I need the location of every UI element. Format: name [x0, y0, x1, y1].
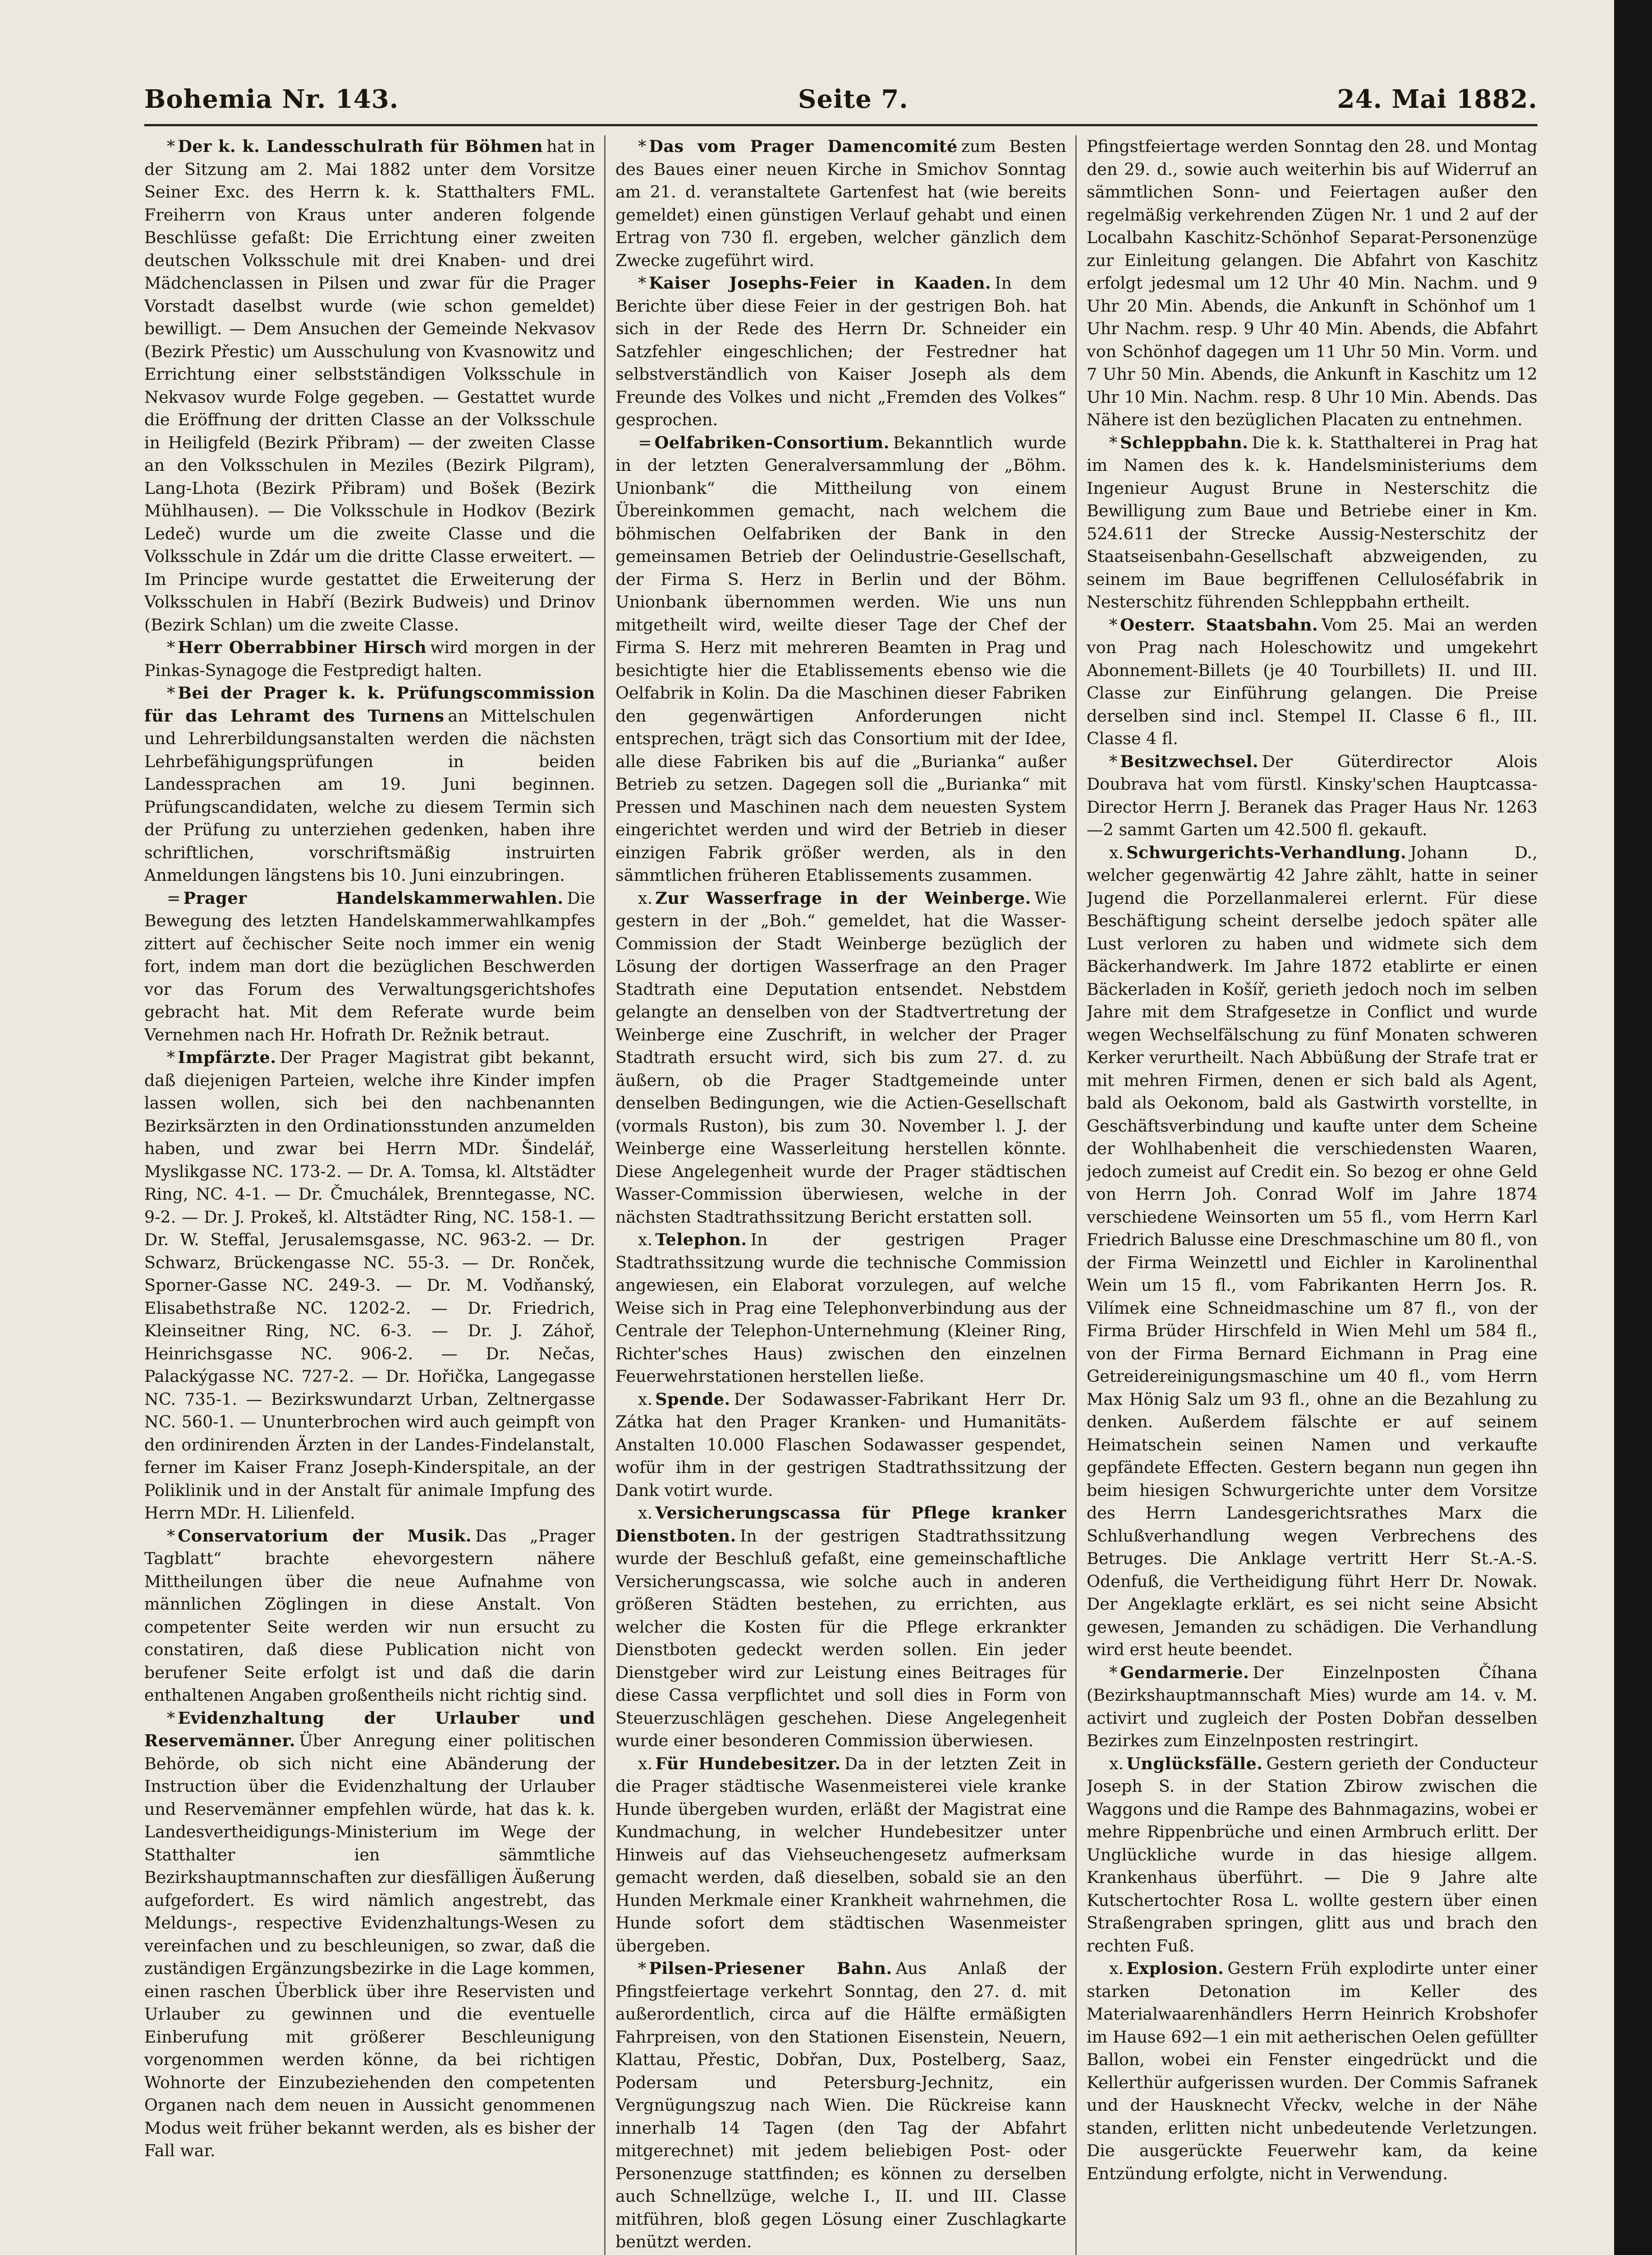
article-marker: *	[638, 1959, 647, 1978]
article	[144, 1707, 595, 2163]
article	[615, 272, 1066, 432]
column-divider	[1075, 135, 1077, 2255]
article	[1087, 750, 1537, 842]
article	[615, 1229, 1066, 1388]
article-headline: Schwurgerichts-Verhandlung.	[1126, 842, 1407, 862]
article	[615, 432, 1066, 887]
article-marker: x.	[638, 1230, 653, 1249]
article-marker: *	[638, 273, 647, 293]
article-headline: Der k. k. Landesschulrath für Böhmen	[178, 137, 543, 156]
article-marker: =	[638, 433, 652, 452]
article-body: Der Prager Magistrat gibt bekannt, daß diejenigen Parteien, welche ihre Kinder impfen lassen wollen, sich bei den nachbenannten Bezirksärzten in den Ordinationsstunden anzumelden haben, und zwar bei Herrn MDr. Šindelář, Myslikgasse NC. 173-2. — Dr. A. Tomsa, kl. Altstädter Ring, NC. 4-1. — Dr. Čmuchálek, Brenntegasse, NC. 9-2. — Dr. J. Prokeš, kl. Altstädter Ring, NC. 158-1. — Dr. W. Steffal, Jerusalemsgasse, NC. 963-2. — Dr. Schwarz, Brückengasse NC. 55-3. — Dr. Ronček, Sporner-Gasse NC. 249-3. — Dr. M. Vodňanský, Elisabethstraße NC. 1202-2. — Dr. Friedrich, Kleinseitner Ring, NC. 6-3. — Dr. J. Záhoř, Heinrichsgasse NC. 906-2. — Dr. Nečas, Palackýgasse NC. 727-2. — Dr. Hořička, Langegasse NC. 735-1. — Bezirkswundarzt Urban, Zeltnergasse NC. 560-1. — Ununterbrochen wird auch geimpft von den ordinirenden Ärzten in der Landes-Findelanstalt, ferner im Kaiser Franz Joseph-Kinderspitale, an der Poliklinik und in der Anstalt für animale Impfung des Herrn MDr. H. Lilienfeld.	[144, 1048, 595, 1523]
column-2	[615, 135, 1066, 2255]
article	[1087, 1661, 1537, 1753]
article-body: Bekanntlich wurde in der letzten Generalversammlung der „Böhm. Unionbank“ die Mittheilung von einem Übereinkommen gemacht, nach welchem die böhmischen Oelfabriken der Bank in den gemeinsamen Betrieb der Oelindustrie-Gesellschaft, der Firma S. Herz in Berlin und der Böhm. Unionbank übernommen werden. Wie uns nun mitgetheilt wird, weilte dieser Tage der Chef der Firma S. Herz mit mehreren Beamten in Prag und besichtigte hier die Etablissements ebenso wie die Oelfabrik in Kolin. Da die Maschinen dieser Fabriken den gegenwärtigen Anforderungen nicht entsprechen, trägt sich das Consortium mit der Idee, alle diese Fabriken bis auf die „Burianka“ außer Betrieb zu setzen. Dagegen soll die „Burianka“ mit Pressen und Maschinen nach dem neuesten System eingerichtet werden und wird der Betrieb in dieser einzigen Fabrik größer werden, als in den sämmtlichen früheren Etablissements zusammen.	[615, 433, 1066, 885]
article-body: Gestern Früh explodirte unter einer starken Detonation im Keller des Materialwaarenhändlers Herrn Heinrich Krobshofer im Hause 692—1 ein mit aetherischen Oelen gefüllter Ballon, wobei ein Fenster eingedrückt und die Kellerthür aufgerissen wurden. Der Commis Safranek und der Hausknecht Vřeckv, welche in der Nähe standen, erlitten nicht unbedeutende Verletzungen. Die ausgerückte Feuerwehr kam, da keine Entzündung erfolgte, nicht in Verwendung.	[1087, 1959, 1537, 2183]
article-body: Der Güterdirector Alois Doubrava hat vom fürstl. Kinsky'schen Hauptcassa-Director Herrn J. Beranek das Prager Haus Nr. 1263—2 sammt Garten um 42.500 fl. gekauft.	[1087, 751, 1537, 839]
article-marker: *	[1109, 615, 1118, 635]
page-number: Seite 7.	[798, 84, 909, 114]
article-body: Die Bewegung des letzten Handelskammerwahlkampfes zittert auf čechischer Seite noch immer ein wenig fort, indem man dort die bezüglichen Beschwerden vor das Forum des Verwaltungsgerichtshofes gebracht hat. Mit dem Referate wurde beim Vernehmen nach Hr. Hofrath Dr. Režnik betraut.	[144, 888, 595, 1045]
article-headline: Conservatorium der Musik.	[178, 1526, 472, 1546]
article-marker: *	[638, 137, 647, 156]
article-headline: Bei der Prager k. k. Prüfungscommission für das Lehramt des Turnens	[144, 683, 595, 726]
article-marker: *	[1109, 751, 1118, 771]
article-headline: Spende.	[655, 1389, 730, 1409]
article	[144, 887, 595, 1047]
article-marker: *	[167, 1708, 175, 1728]
article-headline: Impfärzte.	[178, 1048, 276, 1067]
article-headline: Evidenzhaltung der Urlauber und Reservemänner.	[144, 1708, 595, 1750]
article-body: Gestern gerieth der Conducteur Joseph S. in der Station Zbirow zwischen die Waggons und die Rampe des Bahnmagazins, wobei er mehre Rippenbrüche und einen Armbruch erlitt. Der Unglückliche wurde in das hiesige allgem. Krankenhaus überführt. — Die 9 Jahre alte Kutschertochter Rosa L. wollte gestern über einen Straßengraben springen, glitt aus und brach den rechten Fuß.	[1087, 1753, 1537, 1956]
article	[615, 1502, 1066, 1753]
scan-edge	[1614, 0, 1652, 2255]
article-headline: Besitzwechsel.	[1120, 751, 1259, 771]
article	[144, 1525, 595, 1707]
article-marker: *	[167, 137, 175, 156]
article-body: Johann D., welcher gegenwärtig 42 Jahre zählt, hatte in seiner Jugend die Porzellanmalerei erlernt. Für diese Beschäftigung scheint derselbe jedoch später alle Lust verloren zu haben und widmete sich dem Bäckerhandwerk. Im Jahre 1872 etablirte er einen Bäckerladen in Košíř, gerieth jedoch noch im selben Jahre mit dem Strafgesetze in Conflict und wurde wegen Wechselfälschung zu fünf Monaten schweren Kerker verurtheilt. Nach Abbüßung der Strafe trat er mit mehren Firmen, denen er sich bald als Agent, bald als Oekonom, bald als Gastwirth vorstellte, in Geschäftsverbindung und kaufte unter dem Scheine der Wohlhabenheit die verschiedensten Waaren, jedoch zumeist auf Credit ein. So bezog er ohne Geld von Herrn Joh. Conrad Wolf im Jahre 1874 verschiedene Weinsorten um 55 fl., vom Herrn Karl Friedrich Balusse eine Dreschmaschine um 80 fl., von der Firma Weinzettl und Eichler in Karolinenthal Wein um 15 fl., vom Fabrikanten Herrn Jos. R. Vilímek eine Schneidmaschine um 87 fl., von der Firma Brüder Hirschfeld in Wien Mehl um 584 fl., von der Firma Bernard Eichmann in Prag eine Getreidereinigungsmaschine um 40 fl., vom Herrn Max Hönig Salz um 93 fl., ohne an die Bezahlung zu denken. Außerdem fälschte er auf seinem Heimatschein seinen Namen und verkaufte gepfändete Effecten. Gestern begann nun gegen ihn beim hiesigen Schwurgerichte unter dem Vorsitze des Herrn Landesgerichtsrathes Marx die Schlußverhandlung wegen Verbrechens des Betruges. Die Anklage vertritt Herr St.-A.-S. Odenfuß, die Vertheidigung führt Herr Dr. Nowak. Der Angeklagte erklärt, es sei nicht seine Absicht gewesen, Jemanden zu schädigen. Die Verhandlung wird erst heute beendet.	[1087, 842, 1537, 1659]
article-body: zum Besten des Baues einer neuen Kirche in Smichov Sonntag am 21. d. veranstaltete Gartenfest hat (wie bereits gemeldet) einen günstigen Verlauf gehabt und einen Ertrag von 730 fl. ergeben, welcher gänzlich dem Zwecke zugeführt wird.	[615, 137, 1066, 270]
masthead-issue: Bohemia Nr. 143.	[144, 84, 399, 114]
article-marker: x.	[638, 888, 653, 908]
article-headline: Explosion.	[1126, 1959, 1224, 1978]
article-body: In der gestrigen Prager Stadtrathssitzung wurde die technische Commission angewiesen, ein Elaborat vorzulegen, auf welche Weise sich in Prag eine Telephonverbindung aus der Centrale der Telephon-Unternehmung (Kleiner Ring, Richter'sches Haus) zwischen den einzelnen Feuerwehrstationen herstellen ließe.	[615, 1230, 1066, 1386]
article-headline: Versicherungscassa für Pflege kranker Dienstboten.	[615, 1503, 1066, 1546]
article-body: Pfingstfeiertage werden Sonntag den 28. und Montag den 29. d., sowie auch weiterhin bis auf Widerruf an sämmtlichen Sonn- und Feiertagen außer den regelmäßig verkehrenden Zügen Nr. 1 und 2 auf der Localbahn Kaschitz-Schönhof Separat-Personenzüge zur Einleitung gelangen. Die Abfahrt von Kaschitz erfolgt jedesmal um 12 Uhr 40 Min. Nachm. und 9 Uhr 20 Min. Abends, die Ankunft in Schönhof um 1 Uhr Nachm. resp. 9 Uhr 40 Min. Abends, die Abfahrt von Schönhof dagegen um 11 Uhr 50 Min. Vorm. und 7 Uhr 50 Min. Abends, die Ankunft in Kaschitz um 12 Uhr 10 Min. Nachm. resp. 8 Uhr 10 Min. Abends. Das Nähere ist den bezüglichen Placaten zu entnehmen.	[1087, 137, 1537, 429]
article-body: an Mittelschulen und Lehrerbildungsanstalten werden die nächsten Lehrbefähigungsprüfungen in beiden Landessprachen am 19. Juni beginnen. Prüfungscandidaten, welche zu diesem Termin sich der Prüfung zu unterziehen gedenken, haben ihre schriftlichen, vorschriftsmäßig instruirten Anmeldungen längstens bis 10. Juni einzubringen.	[144, 706, 595, 885]
column-3	[1087, 135, 1537, 2255]
article-headline: Oelfabriken-Consortium.	[654, 433, 890, 452]
article	[1087, 842, 1537, 1661]
article-headline: Schleppbahn.	[1120, 433, 1248, 452]
article-marker: *	[167, 638, 175, 657]
article-headline: Zur Wasserfrage in der Weinberge.	[655, 888, 1031, 908]
article-body: Wie gestern in der „Boh.“ gemeldet, hat die Wasser-Commission der Stadt Weinberge bezüglich der Lösung der dortigen Wasserfrage an den Prager Stadtrath eine Deputation entsendet. Nebstdem gelangte an denselben von der Stadtvertretung der Weinberge eine Zuschrift, in welcher der Prager Stadtrath ersucht wird, sich bis zum 27. d. zu äußern, ob die Prager Stadtgemeinde unter denselben Bedingungen, wie die Actien-Gesellschaft (vormals Ruston), bis zum 30. November l. J. der Weinberge eine Wasserleitung herstellen könnte. Diese Angelegenheit wurde der Prager städtischen Wasser-Commission überwiesen, welche in der nächsten Stadtrathssitzung Bericht erstatten soll.	[615, 888, 1066, 1227]
article-body: Über Anregung einer politischen Behörde, ob sich nicht eine Abänderung der Instruction über die Evidenzhaltung der Urlauber und Reservemänner empfehlen würde, hat das k. k. Landesvertheidigungs-Ministerium im Wege der Statthalter ien sämmtliche Bezirkshauptmannschaften zur diesfälligen Äußerung aufgefordert. Es wird nämlich angestrebt, das Meldungs-, respective Evidenzhaltungs-Wesen zu vereinfachen und zu beschleunigen, so zwar, daß die zuständigen Ergänzungsbezirke in die Lage kommen, einen raschen Überblick über ihre Reservisten und Urlauber zu gewinnen und die eventuelle Einberufung mit größerer Beschleunigung vorgenommen werden könne, da bei richtigen Wohnorte der Einzubeziehenden den competenten Organen nach dem neuen in Aussicht genommenen Modus weit früher bekannt werden, als es bisher der Fall war.	[144, 1731, 595, 2160]
article-headline: Telephon.	[655, 1230, 747, 1249]
article-marker: *	[1109, 1662, 1118, 1682]
article	[1087, 614, 1537, 750]
article-marker: *	[1109, 433, 1118, 452]
article-headline: Prager Handelskammerwahlen.	[183, 888, 564, 908]
article	[615, 135, 1066, 272]
header-rule	[144, 124, 1537, 126]
article-headline: Pilsen-Priesener Bahn.	[649, 1959, 892, 1978]
article	[615, 887, 1066, 1229]
article	[144, 682, 595, 887]
article-marker: *	[167, 683, 175, 703]
article	[1087, 1957, 1537, 2185]
article	[1087, 432, 1537, 614]
page-header	[144, 81, 1537, 117]
article-headline: Gendarmerie.	[1120, 1662, 1249, 1682]
article-body: Die k. k. Statthalterei in Prag hat im Namen des k. k. Handelsministeriums dem Ingenieur August Brune in Nesterschitz die Bewilligung zum Baue und Betriebe einer in Km. 524.611 der Strecke Aussig-Nesterschitz der Staatseisenbahn-Gesellschaft abzweigenden, zu seinem im Baue begriffenen Celluloséfabrik in Nesterschitz führenden Schleppbahn ertheilt.	[1087, 433, 1537, 612]
issue-date: 24. Mai 1882.	[1337, 84, 1537, 114]
article-marker: x.	[638, 1389, 653, 1409]
article-headline: Oesterr. Staatsbahn.	[1120, 615, 1318, 635]
article-marker: *	[167, 1048, 175, 1067]
article-body: Der Sodawasser-Fabrikant Herr Dr. Zátka hat den Prager Kranken- und Humanitäts-Anstalten 10.000 Flaschen Sodawasser gespendet, wofür ihm in der gestrigen Stadtrathssitzung der Dank votirt wurde.	[615, 1389, 1066, 1500]
article	[615, 1957, 1066, 2254]
article-headline: Für Hundebesitzer.	[655, 1753, 841, 1773]
article	[1087, 1753, 1537, 1958]
article-headline: Das vom Prager Damencomité	[649, 137, 958, 156]
article	[1087, 135, 1537, 432]
article-body: Da in der letzten Zeit in die Prager städtische Wasenmeisterei viele kranke Hunde übergeben wurden, erläßt der Magistrat eine Kundmachung, in welcher Hundebesitzer unter Hinweis auf das Viehseuchengesetz aufmerksam gemacht werden, daß dieselben, sobald sie an den Hunden Merkmale einer Krankheit wahrnehmen, die Hunde sofort dem städtischen Wasenmeister übergeben.	[615, 1753, 1066, 1956]
article-marker: x.	[1109, 1959, 1124, 1978]
article-marker: x.	[1109, 842, 1124, 862]
article-body: hat in der Sitzung am 2. Mai 1882 unter dem Vorsitze Seiner Exc. des Herrn k. k. Statthalters FML. Freiherrn von Kraus unter anderen folgende Beschlüsse gefaßt: Die Errichtung einer zweiten deutschen Volksschule mit drei Knaben- und drei Mädchenclassen in Pilsen und zwar für die Prager Vorstadt daselbst wurde (wie schon gemeldet) bewilligt. — Dem Ansuchen der Gemeinde Nekvasov (Bezirk Přestic) um Ausschulung von Kvasnowitz und Errichtung einer selbstständigen Volksschule in Nekvasov wurde Folge gegeben. — Gestattet wurde die Eröffnung der dritten Classe an der Volksschule in Heiligfeld (Bezirk Přibram) — der zweiten Classe an den Volksschulen in Meziles (Bezirk Pilgram), Lang-Lhota (Bezirk Přibram) und Bošek (Bezirk Mühlhausen). — Die Volksschule in Hodkov (Bezirk Ledeč) wurde um die zweite Classe und die Volksschule in Zdár um die dritte Classe erweitert. — Im Principe wurde gestattet die Erweiterung der Volksschulen in Habří (Bezirk Budweis) und Drinov (Bezirk Schlan) um die zweite Classe.	[144, 137, 595, 635]
article	[615, 2254, 1066, 2255]
article-body: Vom 25. Mai an werden von Prag nach Holeschowitz und umgekehrt Abonnement-Billets (je 40 Tourbillets) II. und III. Classe zur Einführung gelangen. Die Preise derselben sind incl. Stempel II. Classe 6 fl., III. Classe 4 fl.	[1087, 615, 1537, 748]
article-headline: Herr Oberrabbiner Hirsch	[178, 638, 427, 657]
article-body: Das „Prager Tagblatt“ brachte ehevorgestern nähere Mittheilungen über die neue Aufnahme von männlichen Zöglingen in diese Anstalt. Von competenter Seite werden wir nun ersucht zu constatiren, daß diese Publication nicht von berufener Seite erfolgt ist und daß die darin enthaltenen Angaben großentheils nicht richtig sind.	[144, 1526, 595, 1705]
article	[615, 1753, 1066, 1958]
column-1	[144, 135, 595, 2255]
article-body: Aus Anlaß der Pfingstfeiertage verkehrt Sonntag, den 27. d. mit außerordentlich, circa auf die Hälfte ermäßigten Fahrpreisen, von den Stationen Eisenstein, Neuern, Klattau, Přestic, Dobřan, Dux, Postelberg, Saaz, Podersam und Petersburg-Jechnitz, ein Vergnügungszug nach Wien. Die Rückreise kann innerhalb 14 Tagen (den Tag der Abfahrt mitgerechnet) mit jedem beliebigen Post- oder Personenzuge stattfinden; es können zu derselben auch Schnellzüge, welche I., II. und III. Classe mitführen, bloß gegen Lösung einer Zuschlagkarte benützt werden.	[615, 1959, 1066, 2251]
article-body: Der Einzelnposten Číhana (Bezirkshauptmannschaft Mies) wurde am 14. v. M. activirt und zugleich der Posten Dobřan desselben Bezirkes zum Einzelnposten restringirt.	[1087, 1662, 1537, 1750]
article-marker: =	[167, 888, 181, 908]
column-divider	[604, 135, 606, 2255]
article-marker: x.	[1109, 1753, 1124, 1773]
article	[615, 1388, 1066, 1502]
article	[144, 636, 595, 682]
article-marker: x.	[638, 1503, 653, 1523]
article-body: In dem Berichte über diese Feier in der gestrigen Boh. hat sich in der Rede des Herrn Dr. Schneider ein Satzfehler eingeschlichen; der Festredner hat selbstverständlich von Kaiser Joseph als dem Freunde des Volkes und nicht „Fremden des Volkes“ gesprochen.	[615, 273, 1066, 429]
article	[144, 1046, 595, 1525]
article-headline: Kaiser Josephs-Feier in Kaaden.	[649, 273, 991, 293]
article-body: wird morgen in der Pinkas-Synagoge die Festpredigt halten.	[144, 638, 595, 680]
article-marker: *	[167, 1526, 175, 1546]
article-headline: Unglücksfälle.	[1126, 1753, 1263, 1773]
article	[144, 135, 595, 636]
article-marker: x.	[638, 1753, 653, 1773]
article-body: In der gestrigen Stadtrathssitzung wurde der Beschluß gefaßt, eine gemeinschaftliche Versicherungscassa, wie solche auch in anderen größeren Städten bestehen, zu errichten, aus welcher die Kosten für die Pflege erkrankter Dienstboten gedeckt werden sollen. Ein jeder Dienstgeber wird zur Leistung eines Beitrages für diese Cassa verpflichtet und soll dies in Form von Steuerzuschlägen geschehen. Diese Angelegenheit wurde einer besonderen Commission überwiesen.	[615, 1526, 1066, 1750]
